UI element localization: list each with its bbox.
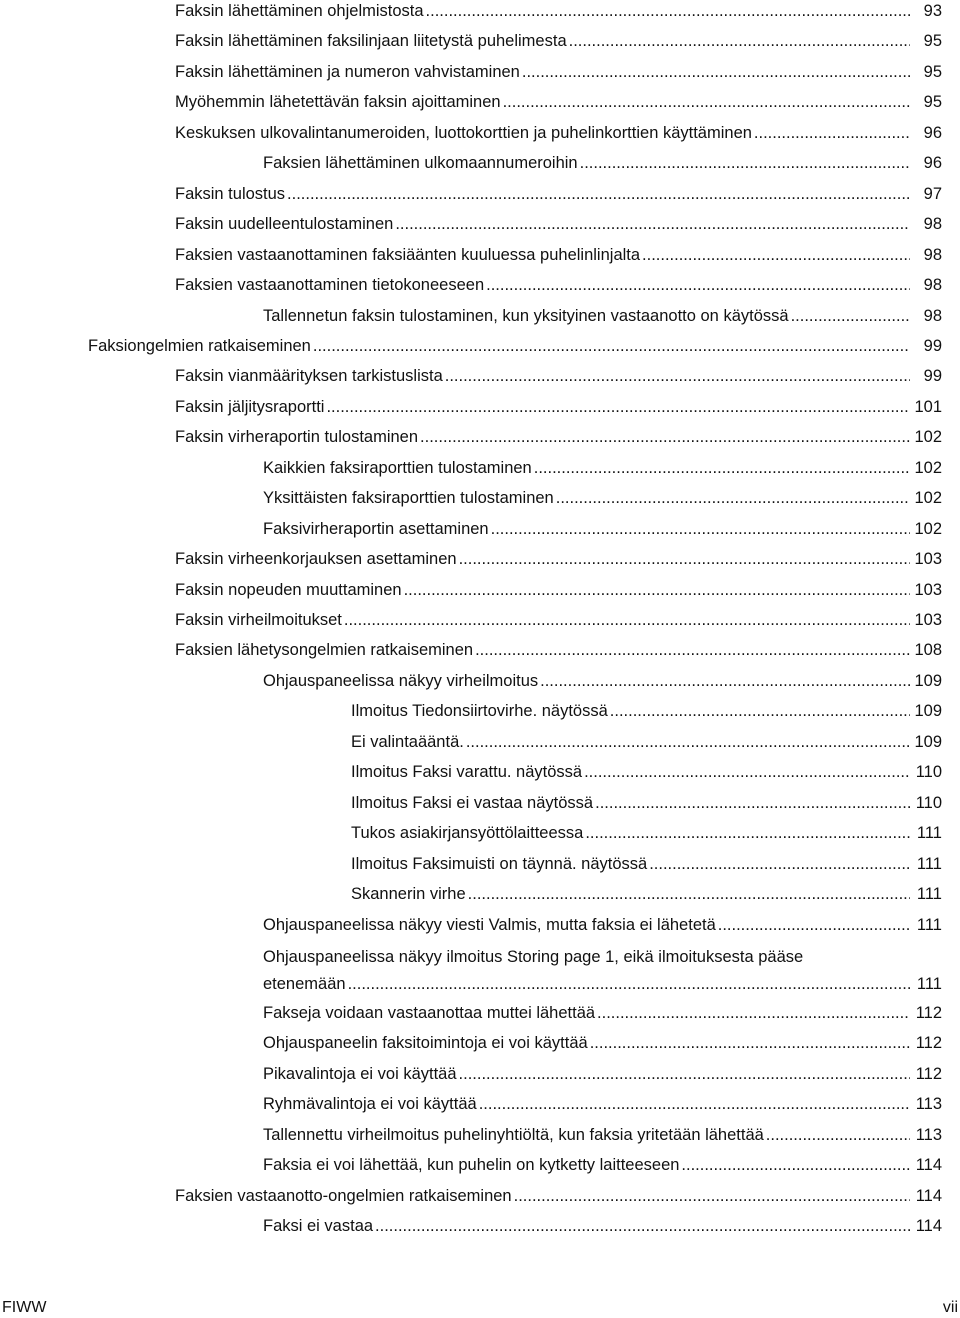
toc-entry-title: Ilmoitus Faksimuisti on täynnä. näytössä [351,854,648,873]
toc-entry-page-number: 99 [923,336,942,355]
toc-entry-title: Tukos asiakirjansyöttölaitteessa [351,824,584,843]
toc-entry-page-number: 108 [914,641,942,660]
toc-entry-page-number: 98 [923,306,942,325]
toc-entry-page-number: 112 [915,1003,942,1022]
toc-entry[interactable] [263,1124,942,1147]
dot-leader [540,670,910,693]
toc-entry-page-number: 111 [916,854,942,873]
dot-leader [681,1154,910,1177]
dot-leader [514,1185,910,1208]
toc-entry[interactable] [351,792,942,815]
dot-leader [466,731,910,754]
toc-entry-title: Faksi ei vastaa [263,1216,374,1235]
toc-entry-title: Faksin lähettäminen faksilinjaan liitetystä puhelimesta [175,32,567,51]
toc-entry-title: Faksin vianmäärityksen tarkistuslista [175,367,443,386]
toc-entry[interactable] [175,548,942,571]
toc-entry-title-tail: etenemään [263,974,346,993]
toc-entry-page-number: 101 [914,397,942,416]
dot-leader [420,426,910,449]
toc-entry-title: Faksin uudelleentulostaminen [175,215,394,234]
toc-entry-page-number: 102 [914,489,942,508]
toc-entry[interactable] [263,1063,942,1086]
toc-entry-title: Faksivirheraportin asettaminen [263,519,489,538]
toc-entry-title: Kaikkien faksiraporttien tulostaminen [263,458,532,477]
toc-entry-title: Faksia ei voi lähettää, kun puhelin on kytketty laitteeseen [263,1156,680,1175]
toc-entry[interactable] [351,822,942,845]
dot-leader [610,700,910,723]
toc-entry[interactable] [175,579,942,602]
footer-label: FIWW [2,1299,47,1316]
toc-entry[interactable] [263,1032,942,1055]
toc-entry-title: Ohjauspaneelin faksitoimintoja ei voi käyttää [263,1034,588,1053]
dot-leader [479,1093,910,1116]
toc-entry[interactable] [263,944,942,998]
toc-entry-title: Ilmoitus Tiedonsiirtovirhe. näytössä [351,702,608,721]
dot-leader [459,548,910,571]
toc-entry-title: Faksien lähettäminen ulkomaannumeroihin [263,154,578,173]
toc-entry-title: Faksin virheenkorjauksen asettaminen [175,550,457,569]
toc-entry-page-number: 99 [923,367,942,386]
dot-leader [445,365,910,388]
dot-leader [287,183,910,206]
toc-entry-page-number: 109 [914,732,942,751]
toc-entry[interactable] [351,731,942,754]
dot-leader [791,305,910,328]
toc-entry-title: Faksien vastaanottaminen tietokoneeseen [175,276,485,295]
dot-leader [486,274,910,297]
toc-entry-page-number: 111 [916,885,942,904]
dot-leader [475,639,910,662]
toc-entry-page-number: 111 [916,974,942,993]
toc-entry-title: Keskuksen ulkovalintanumeroiden, luottokorttien ja puhelinkorttien käyttäminen [175,123,752,142]
toc-entry-page-number: 111 [916,915,942,934]
toc-entry[interactable] [175,122,942,145]
dot-leader [584,761,910,784]
toc-entry[interactable] [263,1093,942,1116]
toc-entry[interactable] [88,335,942,358]
toc-entry[interactable] [175,0,942,23]
toc-entry[interactable] [263,152,942,175]
dot-leader [459,1063,910,1086]
dot-leader [468,883,910,906]
toc-entry-title-line: Ohjauspaneelissa näkyy ilmoitus Storing page 1, eikä ilmoituksesta pääse [263,947,804,966]
toc-entry[interactable] [175,183,942,206]
toc-entry-title: Pikavalintoja ei voi käyttää [263,1064,457,1083]
toc-entry-title: Ohjauspaneelissa näkyy viesti Valmis, mutta faksia ei lähetetä [263,915,716,934]
toc-entry-page-number: 97 [923,184,942,203]
toc-entry[interactable] [175,426,942,449]
toc-entry-page-number: 95 [923,93,942,112]
toc-entry-page-number: 102 [914,458,942,477]
toc-entry-page-number: 98 [923,215,942,234]
dot-leader [595,792,910,815]
toc-entry-title: Tallennettu virheilmoitus puhelinyhtiöltä, kun faksia yritetään lähettää [263,1125,764,1144]
toc-entry-title: Ryhmävalintoja ei voi käyttää [263,1095,477,1114]
dot-leader [326,396,910,419]
toc-entry-title: Ohjauspaneelissa näkyy virheilmoitus [263,671,539,690]
toc-entry[interactable] [175,213,942,236]
toc-entry-title: Faksin tulostus [175,184,286,203]
toc-entry-title: Ei valintaääntä. [351,732,464,751]
toc-entry-page-number: 102 [914,428,942,447]
toc-entry[interactable] [263,914,942,937]
toc-entry-page-number: 113 [915,1125,942,1144]
toc-entry-title: Yksittäisten faksiraporttien tulostaminen [263,489,554,508]
toc-entry-page-number: 95 [923,62,942,81]
toc-entry[interactable] [175,1185,942,1208]
toc-entry-page-number: 112 [915,1034,942,1053]
dot-leader [597,1002,910,1025]
toc-entry-title: Tallennetun faksin tulostaminen, kun yksityinen vastaanotto on käytössä [263,306,789,325]
toc-entry-page-number: 110 [915,763,942,782]
toc-entry-page-number: 113 [915,1095,942,1114]
toc-entry[interactable] [263,518,942,541]
toc-entry-page-number: 114 [915,1216,942,1235]
toc-entry-title: Skannerin virhe [351,885,466,904]
dot-leader [754,122,910,145]
toc-entry-title: Faksiongelmien ratkaiseminen [88,336,311,355]
dot-leader [649,853,910,876]
dot-leader [348,971,910,998]
dot-leader [585,822,910,845]
toc-entry-title: Faksin virheilmoitukset [175,611,342,629]
toc-entry-page-number: 103 [914,580,942,599]
dot-leader [556,487,910,510]
toc-entry[interactable] [175,365,942,388]
toc-entry[interactable] [175,244,942,267]
toc-entry-title: Ilmoitus Faksi ei vastaa näytössä [351,793,594,812]
toc-entry[interactable] [351,853,942,876]
toc-entry-page-number: 109 [914,702,942,721]
toc-entry-page-number: 98 [923,276,942,295]
toc-entry-page-number: 96 [923,123,942,142]
toc-entry-title: Faksien lähetysongelmien ratkaiseminen [175,641,474,660]
dot-leader [375,1215,910,1238]
toc-entry-page-number: 98 [923,245,942,264]
toc-entry-page-number: 114 [915,1186,942,1205]
toc-entry-title: Ilmoitus Faksi varattu. näytössä [351,763,583,782]
dot-leader [395,213,910,236]
dot-leader [426,0,910,23]
toc-entry[interactable] [175,609,942,632]
toc-entry[interactable] [175,396,942,419]
toc-entry-page-number: 111 [916,824,942,843]
toc-entry-page-number: 114 [915,1156,942,1175]
dot-leader [766,1124,910,1147]
toc-entry-page-number: 103 [914,611,942,629]
toc-entry[interactable] [175,91,942,114]
toc-entry[interactable] [351,761,942,784]
toc-entry[interactable] [351,883,942,906]
toc-entry[interactable] [263,1154,942,1177]
dot-leader [491,518,910,541]
toc-entry-title: Faksin lähettäminen ja numeron vahvistaminen [175,62,520,81]
toc-entry[interactable] [175,30,942,53]
toc-entry-title: Faksin nopeuden muuttaminen [175,580,402,599]
toc-entry[interactable] [263,305,942,328]
toc-entry-title: Faksin lähettäminen ohjelmistosta [175,2,424,20]
dot-leader [718,914,910,937]
dot-leader [642,244,910,267]
toc-entry[interactable] [263,487,942,510]
dot-leader [404,579,910,602]
toc-entry-title: Faksin jäljitysraportti [175,397,325,416]
dot-leader [580,152,910,175]
dot-leader [313,335,910,358]
dot-leader [569,30,910,53]
toc-entry-page-number: 112 [915,1064,942,1083]
toc-entry[interactable] [263,670,942,693]
toc-entry-title: Myöhemmin lähetettävän faksin ajoittaminen [175,93,501,112]
toc-entry[interactable] [263,1215,942,1238]
toc-entry-page-number: 95 [923,32,942,51]
dot-leader [503,91,910,114]
dot-leader [590,1032,910,1055]
page-number: vii [942,1299,958,1316]
toc-entry-title-line [263,971,942,998]
toc-entry[interactable] [175,639,942,662]
dot-leader [344,609,910,632]
toc-entry[interactable] [351,700,942,723]
toc-entry-title: Faksin virheraportin tulostaminen [175,428,419,447]
toc-entry-page-number: 96 [923,154,942,173]
toc-entry-page-number: 102 [914,519,942,538]
toc-entry-page-number: 103 [914,550,942,569]
toc-entry[interactable] [263,457,942,480]
toc-entry[interactable] [175,274,942,297]
toc-entry-page-number: 110 [915,793,942,812]
toc-entry-title: Faksien vastaanotto-ongelmien ratkaiseminen [175,1186,512,1205]
toc-entry-page-number: 109 [914,671,942,690]
toc-entry-title: Faksien vastaanottaminen faksiäänten kuuluessa puhelinlinjalta [175,245,641,264]
toc-entry[interactable] [263,1002,942,1025]
dot-leader [534,457,910,480]
dot-leader [522,61,910,84]
toc-entry-title: Fakseja voidaan vastaanottaa muttei lähettää [263,1003,596,1022]
toc-entry[interactable] [175,61,942,84]
toc-entry-page-number: 93 [923,2,942,20]
